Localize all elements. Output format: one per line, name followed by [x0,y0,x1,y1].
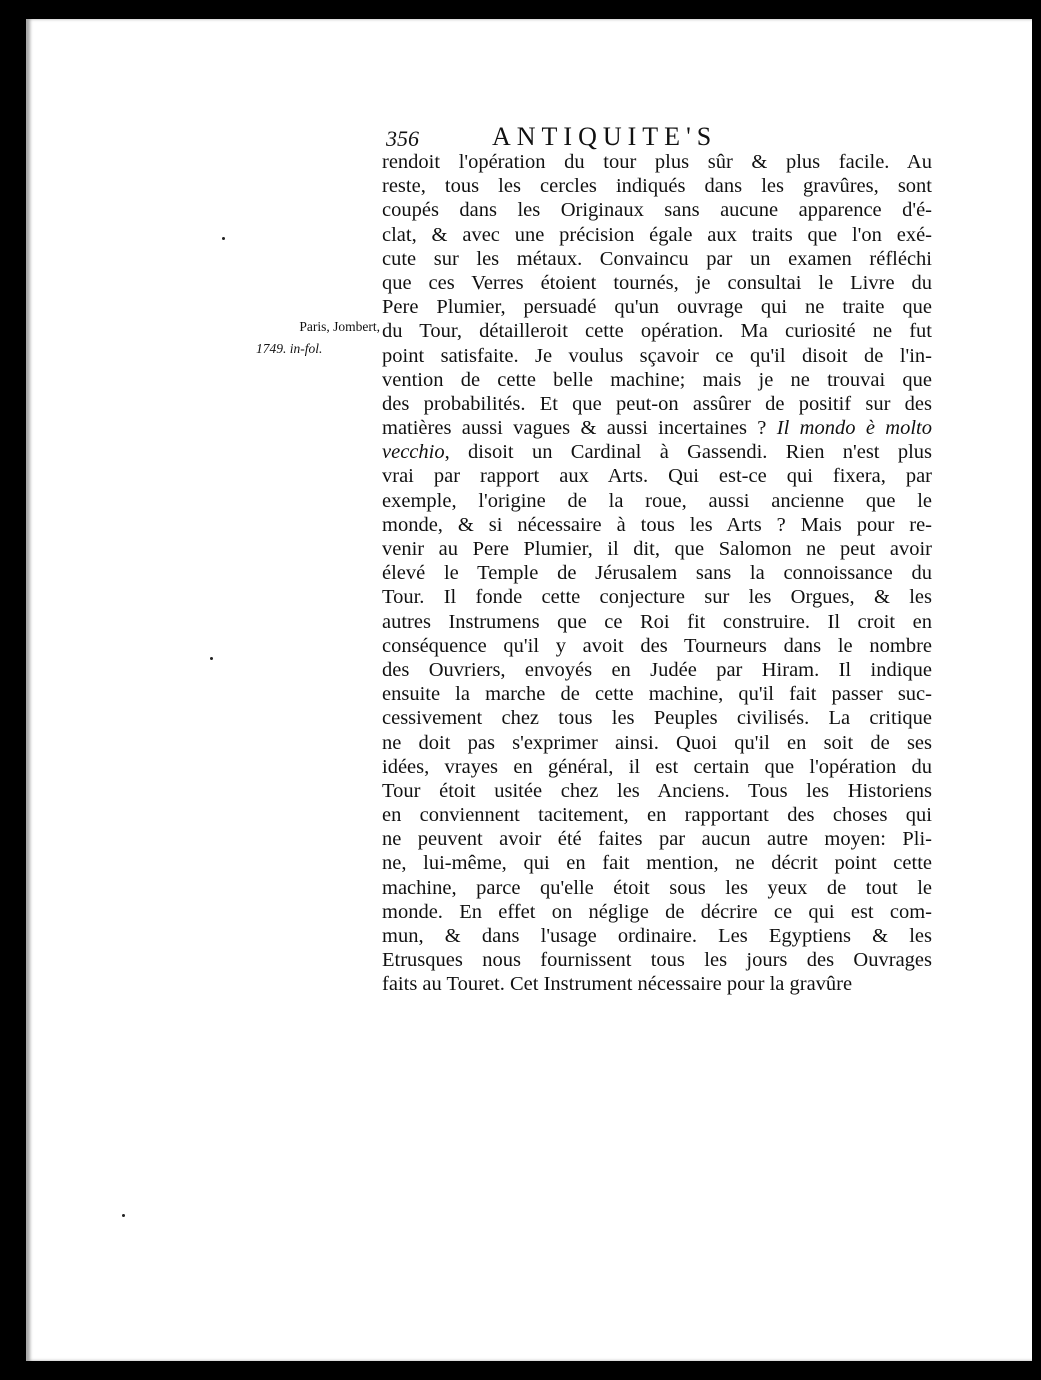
text-line: faits au Touret. Cet Instrument nécessaire pour la gravûre [382,973,853,996]
text-line: mun, & dans l'usage ordinaire. Les Egyptiens & les [382,925,932,947]
text-line: des probabilités. Et que peut-on assûrer de positif sur des [382,392,932,415]
text-line: monde. En effet on néglige de décrire ce qui est com- [382,900,932,923]
text-line: cessivement chez tous les Peuples civilisés. La critique [382,707,932,730]
text-line: coupés dans les Originaux sans aucune apparence d'é- [382,199,932,222]
italic-quote: Il mondo è molto [776,417,933,440]
text-line: ne doit pas s'exprimer ainsi. Quoi qu'il en soit de ses [382,731,932,754]
text-line: Tour étoit usitée chez les Anciens. Tous les Historiens [382,779,932,802]
text-line: Pere Plumier, persuadé qu'un ouvrage qui ne traite que [382,296,932,319]
text-line: vrai par rapport aux Arts. Qui est-ce qui fixera, par [382,465,932,488]
body-text [382,150,932,997]
ink-speck [210,657,213,660]
text-line: ne peuvent avoir été faites par aucun autre moyen: Pli- [382,828,932,851]
italic-quote: vecchio [382,441,445,464]
text-line: du Tour, détailleroit cette opération. Ma curiosité ne fut [382,320,932,343]
text-line: Tour. Il fonde cette conjecture sur les Orgues, & les [382,586,932,609]
text-line: ensuite la marche de cette machine, qu'il fait passer suc- [382,683,932,706]
text-line: machine, parce qu'elle étoit sous les yeux de tout le [382,876,932,899]
ink-speck [122,1214,125,1217]
text-segment: matières aussi vagues & aussi incertaines ? [382,417,767,440]
text-line: point satisfaite. Je voulus sçavoir ce qu'il disoit de l'in- [382,344,932,367]
text-line: des Ouvriers, envoyés en Judée par Hiram. Il indique [382,658,932,681]
text-line: conséquence qu'il y avoit des Tourneurs dans le nombre [382,634,932,657]
ink-speck [222,237,225,240]
margin-note-publisher: Paris, Jombert, [299,319,380,334]
running-title: ANTIQUITE'S [492,122,718,151]
text-line: clat, & avec une précision égale aux traits que l'on exé- [382,223,932,246]
page-number: 356 [386,126,419,151]
text-line: en conviennent tacitement, en rapportant des choses qui [382,804,932,827]
text-line: rendoit l'opération du tour plus sûr & plus facile. Au [382,151,932,173]
text-line: vention de cette belle machine; mais je ne trouvai que [382,368,932,391]
margin-note-date: 1749. in-fol. [256,341,323,356]
text-line: monde, & si nécessaire à tous les Arts ? Mais pour re- [382,513,932,536]
text-line: idées, vrayes en général, il est certain que l'opération du [382,755,932,778]
margin-note [256,316,380,360]
text-line: que ces Verres étoient tournés, je consultai le Livre du [382,271,932,294]
text-segment: , disoit un Cardinal à Gassendi. Rien n'est plus [444,441,932,464]
text-line: Etrusques nous fournissent tous les jours des Ouvrages [382,949,932,972]
text-line: reste, tous les cercles indiqués dans les gravûres, sont [382,175,932,198]
text-line: élevé le Temple de Jérusalem sans la connoissance du [382,562,932,585]
text-line: exemple, l'origine de la roue, aussi ancienne que le [382,489,932,512]
text-line: autres Instrumens que ce Roi fit construire. Il croit en [382,610,932,633]
text-line: ne, lui-même, qui en fait mention, ne décrit point cette [382,852,932,875]
text-line-with-italic [382,416,932,440]
text-line-with-italic [382,440,932,464]
text-line: venir au Pere Plumier, il dit, que Salomon ne peut avoir [382,538,932,560]
text-line: cute sur les métaux. Convaincu par un examen réfléchi [382,247,932,270]
